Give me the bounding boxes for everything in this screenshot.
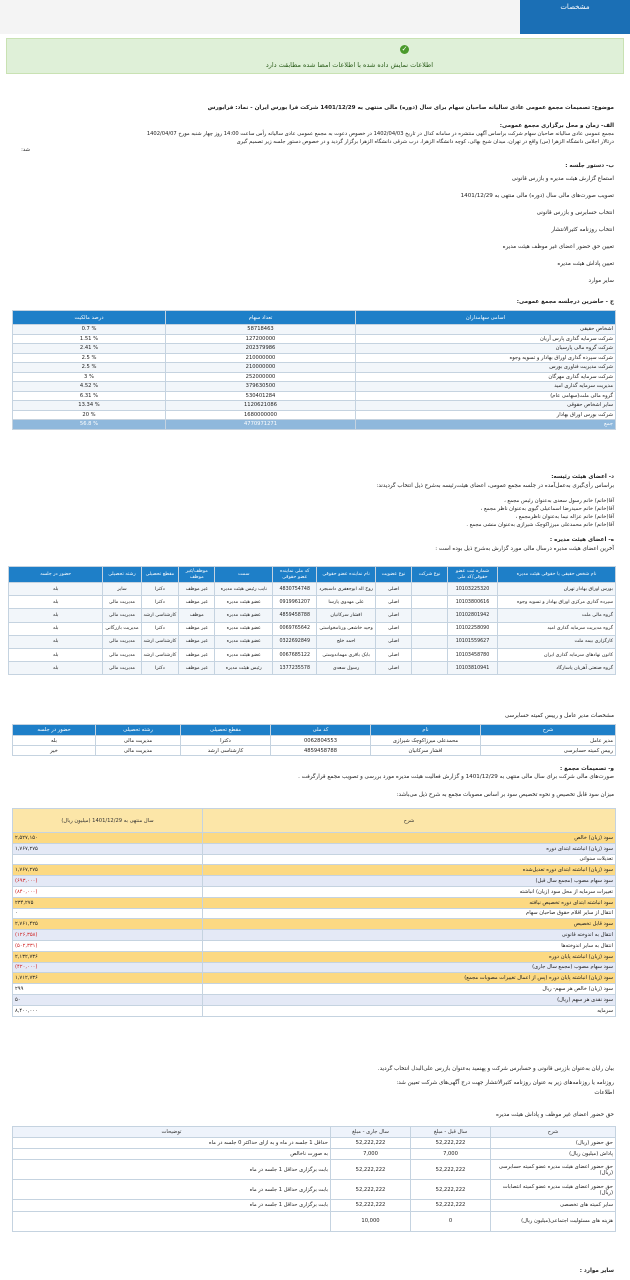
row-label: سود (زیان) انباشته پایان دوره (پس از اعمال تغییرات مصوبات مجمع) [203,973,616,984]
agenda-item: تعیین پاداش هیئت مدیره [557,261,614,267]
table-row: هزینه های مسئولیت اجتماعی(میلیون ریال) 0 10,000 [13,1211,616,1231]
table-row: کارگزاری بیمه ملت 10101559627 اصلی احمد خلج 0322692849 عضو هیئت مدیره غیر موظف کارشناسی ارشد مدیریت مالی بله [9,635,616,648]
table-row: گروه مالی ملت 10102801942 اصلی افشار سرکانیان 4859458788 عضو هیئت مدیره موظف کارشناسی ارشد مدیریت مالی بله [9,609,616,622]
row-label: سود (زیان) خالص هر سهم- ریال [203,984,616,995]
table-row: حق حضور اعضای هیئت مدیره عضو کمیته حسابرسی (ریال) 52,222,222 52,222,222 بابت برگزاری حداقل 1 جلسه در ماه [13,1160,616,1180]
table-row [13,962,616,973]
row-label: سود سهام مصوب (مجمع سال قبل) [203,876,616,887]
section-a-line: درتالار اجلاس دانشگاه الزهرا (س) واقع در تهران، میدان شیخ بهائی، کوچه دانشگاه الزهرا، درب شرقی دانشگاه الزهرا برگزار گردید و در خصوص دستور جلسه زیر تصمیم گیری [236,139,614,145]
table-row: گروه مالی ملت(سهامی عام) 530401284 % 6.31 [13,391,616,401]
table-row: سپرده گذاری مرکزی اوراق بهادار و تسویه وجوه 10103800616 اصلی علی مهدوی پارسا 0919961207 عضو هیئت مدیره غیر موظف دکترا مدیریت مالی بله [9,596,616,609]
col-header: نوع شرکت [412,567,448,583]
row-value [13,854,203,865]
table-row [13,886,616,897]
section-f-title: و- تصمیمات مجمع : [559,766,614,772]
board-table [8,566,616,675]
col-header: نام [371,725,481,736]
row-value: ۱,۷۶۷,۲۷۵ [13,843,203,854]
section-e-intro: آخرین اعضای هیئت مدیره درسال مالی مورد گزارش به‌شرح ذیل بوده است : [435,546,614,552]
row-value: ۲۹۹ [13,984,203,995]
col-header: تعداد سهام [166,311,356,325]
presidium-line: آقا(خانم) خانم حمیدرضا اسماعیلی گیوی به‌عنوان ناظر مجمع ، [480,506,614,512]
table-row: مدیریت سرمایه گذاری امید 379630500 % 4.52 [13,382,616,392]
row-value: (۵۰۲,۳۳۱) [13,940,203,951]
row-value: ۸,۴۰۰,۰۰۰ [13,1005,203,1016]
table-row: مدیر عامل محمدعلی میرزاکوچک شیرازی 0062804553 دکترا مدیریت مالی بله [13,736,616,746]
table-row: سایر اشخاص حقوقی 1120621086 % 13.34 [13,401,616,411]
table-row [13,1005,616,1016]
row-label: سود (زیان) خالص [203,833,616,844]
table-row: شرکت سرمایه گذاری مهرگان 252000000 % 3 [13,372,616,382]
check-circle-icon: ✓ [401,45,408,53]
row-value: ۲,۱۳۲,۷۳۶ [13,951,203,962]
table-row: شرکت سپرده گذاری اوراق بهادار و تسویه وجوه 210000000 % 2.5 [13,353,616,363]
agenda-item: سایر موارد [588,278,614,284]
col-header: درصد مالکیت [13,311,166,325]
row-label: سود سهام مصوب (مجمع سال جاری) [203,962,616,973]
table-row [13,865,616,876]
row-value: ۱,۷۶۷,۲۷۵ [13,865,203,876]
row-value: (۸۴۰,۰۰۰) [13,886,203,897]
presidium-line: آقا(خانم) خانم رسول سعدی به‌عنوان رئیس مجمع ، [504,498,614,504]
col-header: اسامی سهامداران [356,311,616,325]
col-header: سمت [215,567,273,583]
shareholders-table [12,310,616,430]
col-header: کد ملی [271,725,371,736]
row-value: ۰ [13,908,203,919]
table-row [13,930,616,941]
col-header: شماره ثبت عضو حقوقی/کد ملی [448,567,498,583]
col-header: شرح [203,809,616,833]
table-row [13,876,616,887]
section-f-line: صورت‌های مالی شرکت برای سال مالی منتهی به 1401/12/29 و گزارش فعالیت هیئت مدیره مورد بررسی و تصویب مجمع قرارگرفت . [298,774,614,780]
table-row: شرکت سرمایه گذاری پارس آریان 127200000 % 1.51 [13,334,616,344]
table-row: گروه صنعتی آهریان پاسارگاد 10103810941 اصلی رسول سعدی 1377235578 رئیس هیئت مدیره غیر موظف دکترا مدیریت مالی بله [9,662,616,675]
col-header: کد ملی نماینده عضو حقوقی [273,567,317,583]
dividend-table [12,808,616,1017]
table-row [13,994,616,1005]
row-label: سود (زیان) انباشته پایان دوره [203,951,616,962]
table-row: رییس کمیته حسابرسی افشار سرکانیان 4859458788 کارشناسی ارشد مدیریت مالی خیر [13,746,616,756]
fees-table [12,1126,616,1232]
table-row: بورس اوراق بهادار تهران 10103225320 اصلی روح اله ابوجعفری داسبجرد 4830754748 نایب رئیس هیئت مدیره غیر موظف دکترا سایر بله [9,583,616,596]
table-row [13,897,616,908]
footer-other-items: سایر موارد : [579,1268,614,1274]
table-row: حق حضور (ریال) 52,222,222 52,222,222 حداقل 1 جلسه در ماه و به ازای حداکثر 0 جلسه در ماه [13,1138,616,1149]
top-bar-background [0,0,520,34]
section-g-line: بیان رایان به‌عنوان بازرس قانونی و حسابرس شرکت و پهنمید به‌عنوان بازرس علی‌البدل انتخاب گردید. [377,1066,614,1072]
section-d-title: د- اعضای هیئت رئیسه: [551,474,614,480]
row-label: انتقال به سایر اندوخته‌ها [203,940,616,951]
section-h-title: حق حضور اعضای غیر موظف و پاداش هیئت مدیره [495,1112,614,1118]
section-g-line: روزنامه یا روزنامه‌های زیر به عنوان روزنامه کثیرالانتشار جهت درج آگهی‌های شرکت تعیین شد: [396,1080,614,1086]
row-value: (۱۲۶,۳۵۸) [13,930,203,941]
agenda-item: انتخاب حسابرس و بازرس قانونی [536,210,614,216]
table-row [13,854,616,865]
section-g-line: اطلاعات [594,1090,614,1096]
row-label: سود نقدی هر سهم (ریال) [203,994,616,1005]
ceo-table [12,724,616,756]
table-row [13,919,616,930]
row-label: سود قابل تخصیص [203,919,616,930]
top-bar [0,0,630,34]
col-header: توضیحات [13,1127,331,1138]
table-row: پاداش (میلیون ریال) 7,000 7,000 به صورت ناخالص [13,1149,616,1160]
table-row: شرکت گروه مالی پارسیان 202379986 % 2.41 [13,344,616,354]
col-header: مقطع تحصیلی [181,725,271,736]
row-label: تعدیلات سنواتی [203,854,616,865]
alert-text: اطلاعات نمایش داده شده با اطلاعات امضا شده مطابقت دارد [265,61,433,69]
col-header: رشته تحصیلی [103,567,141,583]
verification-alert [6,38,624,74]
row-label: انتقال به اندوخته قانونی [203,930,616,941]
table-row [13,908,616,919]
row-value: ۲,۷۶۱,۴۲۵ [13,919,203,930]
col-header: شرح [481,725,616,736]
agenda-item: تعیین حق حضور اعضای غیر موظف هیئت مدیره [502,244,614,250]
table-row: گروه مدیریت سرمایه گذاری امید 10102258090 اصلی وحید خاشعی ورنامخواستی 0069765642 عضو هیئت مدیره غیر موظف دکترا مدیریت بازرگانی بله [9,622,616,635]
row-value: ۵۰ [13,994,203,1005]
table-row: سایر کمیته های تخصصی 52,222,222 52,222,222 بابت برگزاری حداقل 1 جلسه در ماه [13,1200,616,1211]
row-value: (۴۲۰,۰۰۰) [13,962,203,973]
section-f-line: میزان سود قابل تخصیص و نحوه تخصیص سود بر اساس مصوبات مجمع به شرح ذیل می‌باشد: [396,792,614,798]
col-header: موظف/غیر موظف [179,567,215,583]
table-row: کانون نهادهای سرمایه گذاری ایران 10103458780 اصلی بابک باقری مهماندوستی 0067685122 عضو هیئت مدیره غیر موظف کارشناسی ارشد مدیریت مالی بله [9,648,616,661]
table-row [13,973,616,984]
ceo-section-title: مشخصات مدیر عامل و رییس کمیته حسابرسی [504,713,614,719]
section-a-line: مجمع عمومی عادی سالیانه صاحبان سهام شرکت براساس آگهی منتشره در سامانه کدال در تاریخ 1402/04/03 در خصوص دعوت به مجمع عمومی عادی سالیانه رأس ساعت 14:00 روز چهار شنبه مورخ 1402/04/07 [146,131,614,137]
agenda-item: تصویب صورت‌های مالی سال (دوره) مالی منتهی به 1401/12/29 [460,193,614,199]
presidium-line: آقا(خانم) خانم عزاله نیما به‌عنوان ناظرمجمع ، [515,514,614,520]
row-value: ۲,۵۲۷,۱۵۰ [13,833,203,844]
col-header: نام نماینده عضو حقوقی [317,567,376,583]
section-c-title: ج - حاضرین درجلسه مجمع عمومی: [516,299,614,305]
col-header: نوع عضویت [376,567,412,583]
agenda-item: استماع گزارش هیئت مدیره و بازرس قانونی [511,176,614,182]
table-row [13,843,616,854]
col-header: رشته تحصیلی [96,725,181,736]
row-value: ۲۳۴,۲۷۵ [13,897,203,908]
page-title: موضوع: تصمیمات مجمع عمومی عادی سالیانه صاحبان سهام برای سال (دوره) مالی منتهی به 1401/12/29 شرکت فرا بورس ایران - نماد: فرابورس [207,105,614,111]
table-row [13,951,616,962]
table-row: شرکت بورس اوراق بهادار 1680000000 % 20 [13,410,616,420]
row-label: تغییرات سرمایه از محل سود (زیان) انباشته [203,886,616,897]
row-label: سود (زیان) انباشته ابتدای دوره [203,843,616,854]
table-row: حق حضور اعضای هیئت مدیره عضو کمیته انتصابات (ریال) 52,222,222 52,222,222 بابت برگزاری حداقل 1 جلسه در ماه [13,1180,616,1200]
col-header: مقطع تحصیلی [141,567,179,583]
agenda-item: انتخاب روزنامه کثیرالانتشار [551,227,614,233]
col-header: حضور در جلسه [13,725,96,736]
row-label: سود (زیان) انباشته ابتدای دوره تعدیل‌شده [203,865,616,876]
col-header: نام شخص حقیقی یا حقوقی هیئت مدیره [498,567,616,583]
table-row: شرکت مدیریت فناوری بورس 210000000 % 2.5 [13,363,616,373]
tab-specs[interactable]: مشخصات [560,3,590,11]
table-row [13,984,616,995]
table-row [13,940,616,951]
col-header: سال قبل - مبلغ [411,1127,491,1138]
section-e-title: ه- اعضای هیئت مدیره : [549,537,614,543]
table-row [13,833,616,844]
section-a-title: الف- زمان و محل برگزاری مجمع عمومی: [499,123,614,129]
col-header: شرح [491,1127,616,1138]
row-label: سرمایه [203,1005,616,1016]
row-label: انتقال از سایر اقلام حقوق صاحبان سهام [203,908,616,919]
section-a-line: شد: [21,147,30,153]
col-header: سال جاری - مبلغ [331,1127,411,1138]
section-d-intro: براساس رأی‌گیری به‌عمل‌آمده در جلسه مجمع عمومی، اعضای هیئت‌رئیسه به‌شرح ذیل انتخاب گردیدند: [376,483,614,489]
row-value: ۱,۷۱۲,۷۳۶ [13,973,203,984]
presidium-line: آقا(خانم) خانم محمدعلی میرزاکوچک شیرازی به‌عنوان منشی مجمع . [466,522,614,528]
row-value: (۶۹۳,۰۰۰) [13,876,203,887]
table-row: اشخاص حقیقی 58718463 % 0.7 [13,325,616,335]
section-b-title: ب- دستور جلسه : [565,163,614,169]
row-label: سود انباشته ابتدای دوره تخصیص نیافته [203,897,616,908]
col-header: سال منتهی به 1401/12/29 (میلیون ریال) [13,809,203,833]
col-header: حضور در جلسه [9,567,103,583]
total-row: جمع 4770971271 % 56.8 [13,420,616,430]
